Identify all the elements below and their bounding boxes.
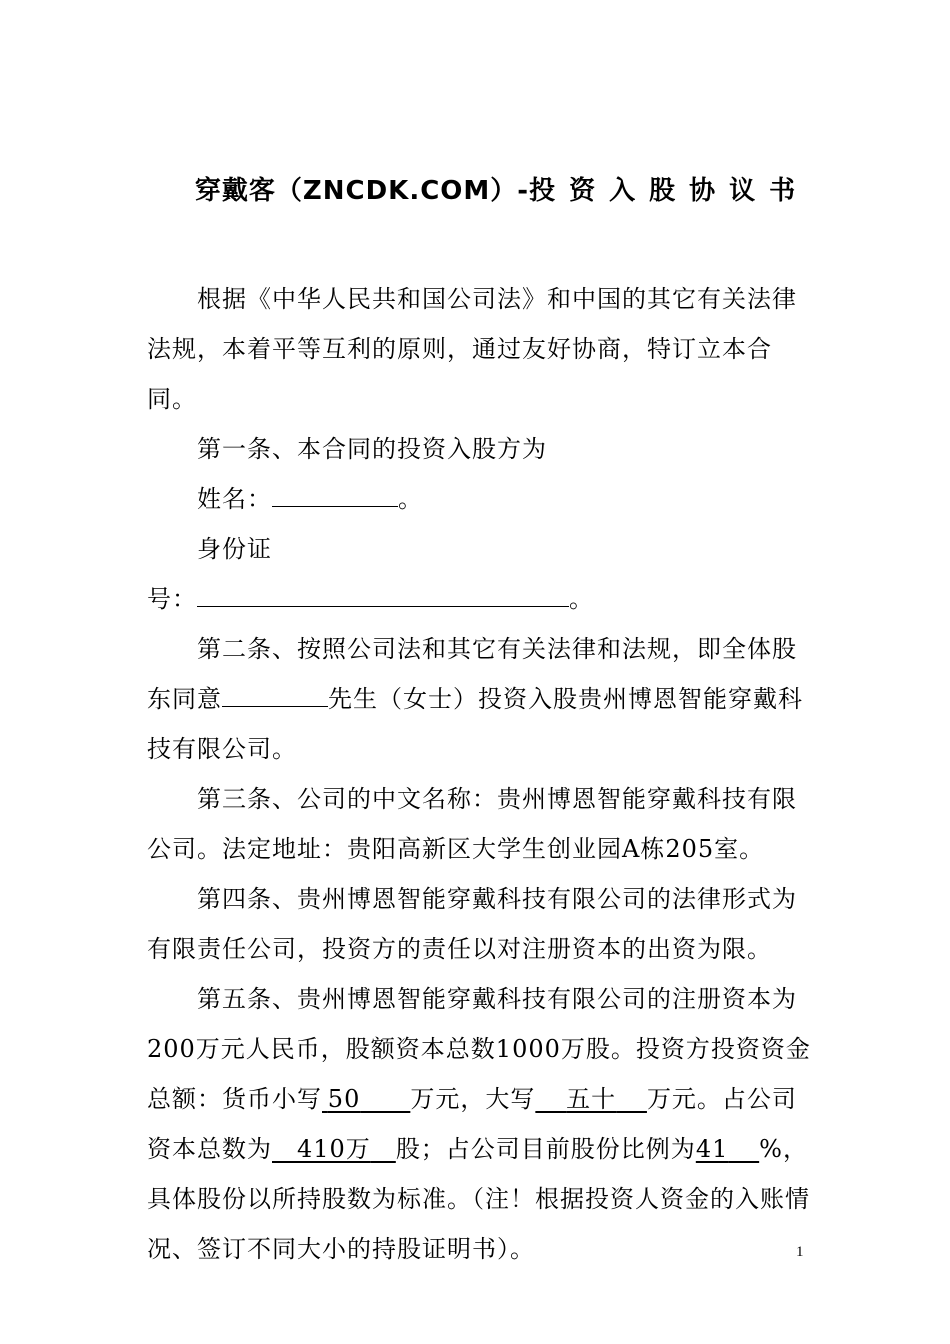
document-title	[0, 170, 950, 207]
name-end: 。	[398, 485, 423, 513]
document-body	[147, 274, 817, 1274]
intro-paragraph: 根据《中华人民共和国公司法》和中国的其它有关法律法规，本着平等互利的原则，通过友好协商，特订立本合同。	[147, 285, 797, 413]
amount-big-value: 五十	[566, 1085, 617, 1113]
article-4: 第四条、贵州博恩智能穿戴科技有限公司的法律形式为有限责任公司，投资方的责任以对注册资本的出资为限。	[147, 885, 797, 963]
page-number: 1	[796, 1244, 804, 1260]
article-2	[147, 624, 817, 774]
percent-value: 41	[695, 1135, 729, 1163]
id-label-line: 身份证	[197, 535, 272, 563]
article-5-part-e: %，具体股份以所持股数为标准。（注！根据投资人资金的入账情况、签订不同大小的持股证明书）。	[147, 1135, 810, 1263]
amount-small-value: 50	[327, 1085, 361, 1113]
amount-big-field	[535, 1085, 647, 1113]
percent-field	[696, 1135, 759, 1163]
article-5	[147, 974, 817, 1274]
id-line	[147, 574, 817, 624]
article-5-part-d: 股；占公司目前股份比例为	[395, 1135, 696, 1163]
article-5-part-b: 万元，大写	[410, 1085, 536, 1113]
article-5-part-c: 万元。占公司资本总数为	[147, 1085, 797, 1163]
shares-field	[272, 1135, 396, 1163]
shareholder-blank	[222, 678, 328, 707]
article-1: 第一条、本合同的投资入股方为	[197, 435, 547, 463]
id-end: 。	[569, 585, 594, 613]
name-line	[147, 474, 817, 524]
article-5-part-a: 第五条、贵州博恩智能穿戴科技有限公司的注册资本为200万元人民币，股额资本总数1000万股。投资方投资资金总额：货币小写	[147, 985, 811, 1113]
title-main: 投资入股协议书	[529, 176, 810, 206]
name-label: 姓名：	[197, 485, 272, 513]
name-blank	[272, 478, 398, 507]
article-2-part-a: 第二条、按照公司法和其它有关法律和法规，即全体股东同意	[147, 635, 797, 713]
id-blank	[197, 578, 569, 607]
article-3: 第三条、公司的中文名称：贵州博恩智能穿戴科技有限公司。法定地址：贵阳高新区大学生创业园A栋205室。	[147, 785, 797, 863]
amount-small-field	[322, 1085, 410, 1113]
title-prefix: 穿戴客（ZNCDK.COM）-	[194, 176, 530, 206]
article-2-part-b: 先生（女士）投资入股贵州博恩智能穿戴科技有限公司。	[147, 685, 803, 763]
id-label: 号：	[147, 585, 197, 613]
shares-value: 410万	[297, 1135, 371, 1163]
